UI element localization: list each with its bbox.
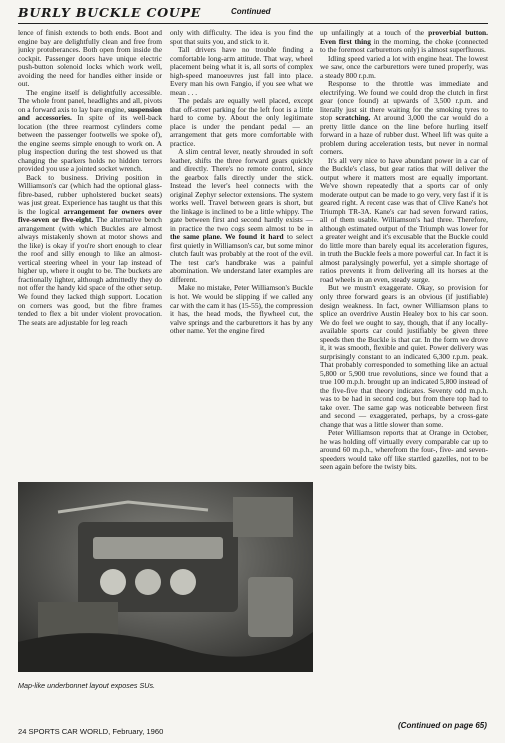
paragraph	[170, 97, 313, 148]
text-run: The alternative bench arrangement (with which Buckles are almost always mistakenly shown at motor shows and the like) is okay if you're short enough to clear the roof and silly enough to like an almost-vertical steering wheel in your lap instead of higher up, where it ought to be. The buckets are fractionally lighter, although admittedly they do not offer the handy kid space of the other setup. We found they lacked thigh support. Location on corners was good, but the fibre frames tended to flex a bit under violent provocation. The seats are adjustable for leg reach	[18, 215, 162, 327]
text-run: It's all very nice to have abundant power in a car of the Buckle's class, but gear ratios that will deliver the output where it matters most are equally important. We've shown repeatedly that a sports car of only moderate output can be made to go very, very fast if it is geared right. A recent case was that of Clive Kane's hot Triumph TR-3A. Kane's car had seven forward ratios, all of them usable. Williamson's had three. Therefore, although estimated output of the Triumph was lower for a greater weight and it's excusable that the Buckle could do little more than barely equal its acceleration figures, in truth the Buckle feels a more powerful car. In fact it is almost paralysingly powerful, yet a simple shortage of ratios prevents it from delivering all its horses at the road wheels in an even, steady surge.	[320, 155, 488, 284]
text-column-1	[18, 29, 162, 469]
paragraph	[170, 148, 313, 284]
text-run: At around 3,000 the car would do a pretty little dance on the line before hurling itself forward in a haze of rubber dust. Wheel lift was quite a problem during acceleration tests, but never in normal corners.	[320, 113, 488, 157]
text-run: to select first quietly in Williamson's car, but some minor clutch fault was probably at the root of the evil. The test car's handbrake was a painful abomination. We understand later examples are different.	[170, 232, 313, 284]
engine-bay-photo	[18, 482, 313, 672]
page-footer: 24 SPORTS CAR WORLD, February, 1960	[18, 727, 164, 736]
paragraph	[320, 55, 488, 81]
bold-text: proverbial button. Even first thing	[320, 29, 488, 46]
paragraph	[18, 29, 162, 89]
text-run: in the morning, the choke (connected to the foremost carburettors only) is almost superfluous.	[320, 36, 488, 55]
article-header	[18, 5, 488, 24]
paragraph	[320, 284, 488, 429]
paragraph	[320, 157, 488, 285]
bold-text: scratching.	[335, 113, 371, 123]
text-run: Response to the throttle was immediate and electrifying. We found we could drop the clutch in first gear (once found) at upwards of 3,500 r.p.m. and literally just sit there waiting for the smoking tyres to stop	[320, 79, 488, 123]
photo-caption: Map-like underbonnet layout exposes SUs.	[18, 681, 156, 690]
text-run: Back to business. Driving position in Williamson's car (which had the optional glass-fibre-based, rubber upholstered bucket seats) was just great. Experience has taught us that this is the logical	[18, 172, 162, 216]
paragraph	[320, 29, 488, 55]
text-run: The engine itself is delightfully accessible. The whole front panel, headlights and all, pivots on a forward axis to lay bare engine,	[18, 87, 162, 114]
article-title: BURLY BUCKLE COUPE	[18, 5, 202, 20]
paragraph	[320, 429, 488, 472]
continued-on-page: (Continued on page 65)	[398, 721, 487, 730]
engine-photo-illustration	[18, 482, 313, 672]
text-run: up unfailingly at a touch of the	[320, 29, 429, 37]
paragraph	[18, 89, 162, 174]
text-run: A slim central lever, neatly shrouded in soft leather, shifts the three forward gears quickly and directly. There's no remote control, since the gearbox falls directly under the stick. Instead the lever's heel connects with the original Zephyr selector extensions. The system works well. Travel between gears is short, but the linkage is inclined to be a little whippy. The gate between first and second hardly exists — in practice the two cogs seem almost to be in	[170, 147, 313, 233]
text-run: Peter Williamson reports that at Orange in October, he was holding off virtually every comparable car up to around 60 m.p.h., wherefrom the four-, five- and seven-speeders would take off like startled gazelles, not to be seen again before the twisty bits.	[320, 428, 488, 472]
bold-text: arrangement for owners over five-seven or five-eight.	[18, 206, 162, 225]
text-run: Idling speed varied a lot with engine heat. The lowest we saw, once the carburettors were tuned properly, was a steady 800 r.p.m.	[320, 53, 488, 80]
bold-text: suspension and accessories.	[18, 104, 162, 123]
paragraph	[170, 284, 313, 335]
text-run: But we mustn't exaggerate. Okay, so provision for only three forward gears is an obvious (if justifiable) design weakness. In fact, owner Williamson plans to splice an overdrive Austin Healey box to his car soon. We do feel we ought to say, though, that if any locally-available sports car could justifiably be given three speeds then the Buckle is that car. In the form we drove it, it was smooth, flexible and quiet. Power delivery was surprisingly constant to an indicated 6,300 r.p.m. peak. That probably corresponded to something like an actual 5,800 or 5,900 true revolutions, since we found that a true 100 m.p.h. brought up an indicated 5,800 instead of the five-five that theory indicates. Seventy odd m.p.h. was to be had in second cog, but from there top had to take over. The same gap was noticeable between first and second — exaggerated, perhaps, by a cross-gate change that was a little slower than some.	[320, 283, 488, 429]
paragraph	[170, 29, 313, 46]
text-run: Tall drivers have no trouble finding a comfortable long-arm attitude. That way, wheel placement being what it is, all sorts of complex high-speed manoeuvres just fall into place. Every man his own Fangio, if you see what we mean . . .	[170, 45, 313, 97]
text-run: The pedals are equally well placed, except that off-street parking for the left foot is a little hard to come by. About the only legitimate place is under the pendant pedal — an arrangement that gets more comfortable with practice.	[170, 96, 313, 148]
paragraph	[18, 174, 162, 327]
bold-text: the same plane. We found it hard	[170, 232, 284, 242]
continued-label: Continued	[231, 7, 271, 16]
text-run: Make no mistake, Peter Williamson's Buckle is hot. We would be slipping if we called any car with the cam it has (15-55), the compression it has, the head mods, the flywheel cut, the valve springs and the carburettors it has by any other name. Yet the engine fired	[170, 283, 313, 336]
text-run: In spite of its well-back location (the three rearmost cylinders come between the passenger footwells we spoke of), the engine seems simple enough to work on. A plug inspection during the test showed us that changing the sparkers holds no hidden terrors provided you use a jointed socket wrench.	[18, 113, 162, 174]
text-run: only with difficulty. The idea is you find the spot that suits you, and stick to it.	[170, 29, 313, 46]
paragraph	[170, 46, 313, 97]
text-run: lence of finish extends to both ends. Boot and engine bay are delightfully clean and free from junky protuberances. Both open from inside the cockpit. Passenger doors have unique electric push-button solenoid locks which work well, avoiding the need for handles either inside or out.	[18, 29, 162, 89]
text-column-3	[320, 29, 488, 719]
text-column-2	[170, 29, 313, 469]
paragraph	[320, 80, 488, 157]
